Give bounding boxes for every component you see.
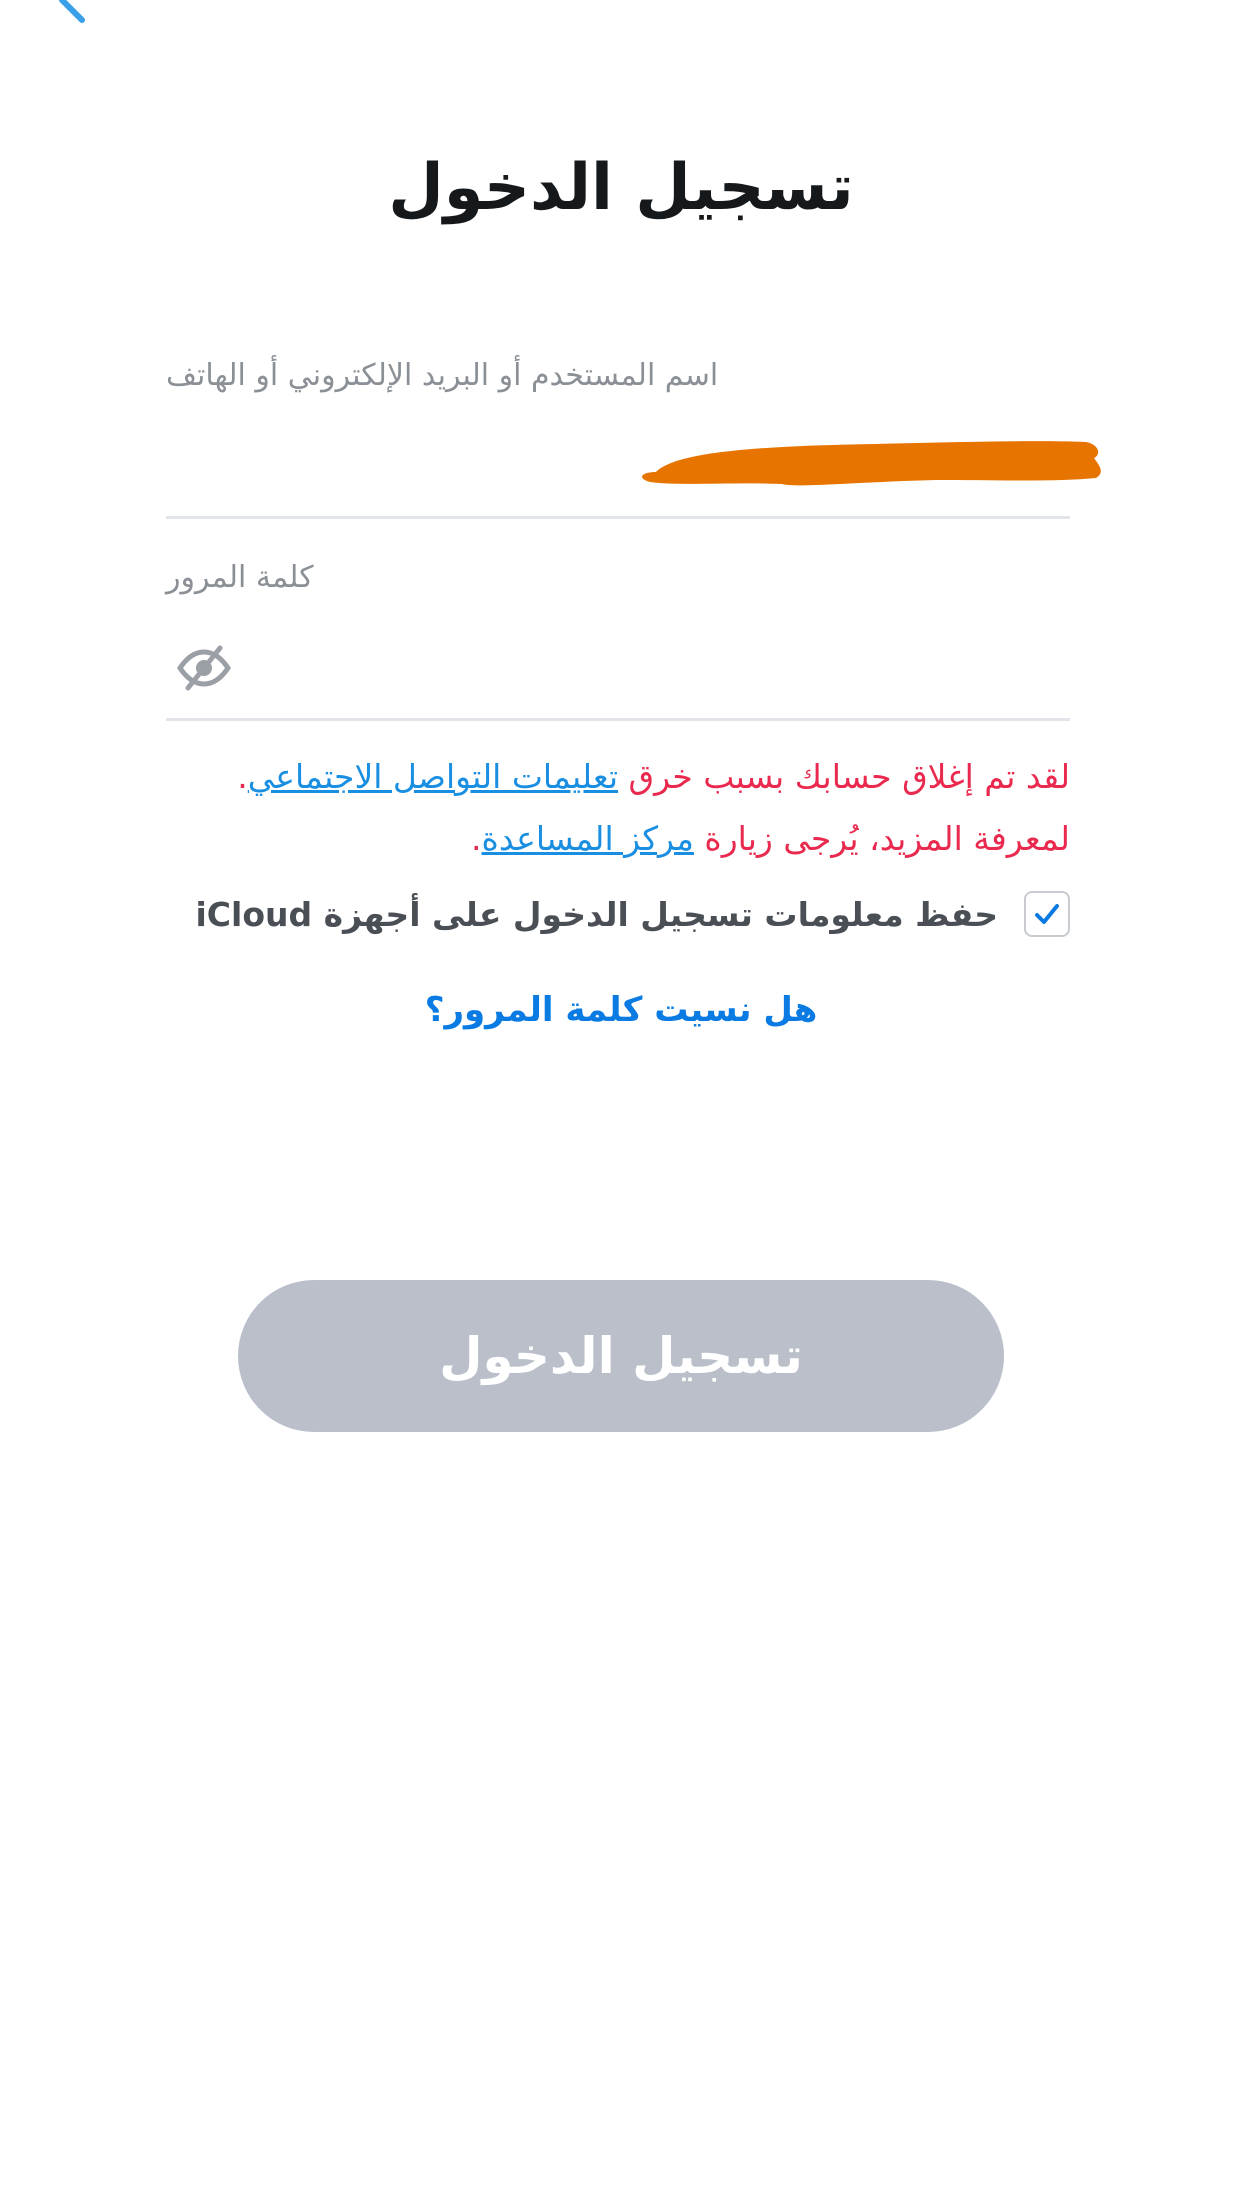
login-button[interactable]: تسجيل الدخول	[238, 1280, 1004, 1432]
back-button[interactable]	[46, 0, 106, 30]
eye-off-icon	[174, 636, 234, 696]
username-underline	[166, 516, 1070, 519]
checkmark-icon	[1032, 899, 1062, 929]
error-middle: . لمعرفة المزيد، يُرجى زيارة	[237, 757, 1070, 858]
page-title: تسجيل الدخول	[388, 151, 854, 225]
community-guidelines-link[interactable]: تعليمات التواصل الاجتماعي	[247, 757, 619, 796]
account-locked-message	[166, 746, 1070, 870]
password-visibility-toggle[interactable]	[174, 636, 234, 696]
password-label: كلمة المرور	[166, 560, 314, 595]
error-prefix: لقد تم إغلاق حسابك بسبب خرق	[618, 757, 1070, 796]
chevron-left-icon	[46, 0, 106, 30]
help-center-link[interactable]: مركز المساعدة	[481, 819, 694, 858]
password-underline	[166, 718, 1070, 721]
save-login-row[interactable]	[166, 884, 1070, 944]
redaction-mark	[636, 432, 1106, 488]
password-input[interactable]	[166, 620, 1074, 702]
username-label: اسم المستخدم أو البريد الإلكتروني أو الهاتف	[166, 358, 719, 393]
save-login-checkbox[interactable]	[1024, 891, 1070, 937]
error-suffix: .	[471, 819, 482, 858]
forgot-password-link[interactable]: هل نسيت كلمة المرور؟	[424, 990, 818, 1030]
save-login-label: حفظ معلومات تسجيل الدخول على أجهزة iCloud	[195, 894, 998, 934]
